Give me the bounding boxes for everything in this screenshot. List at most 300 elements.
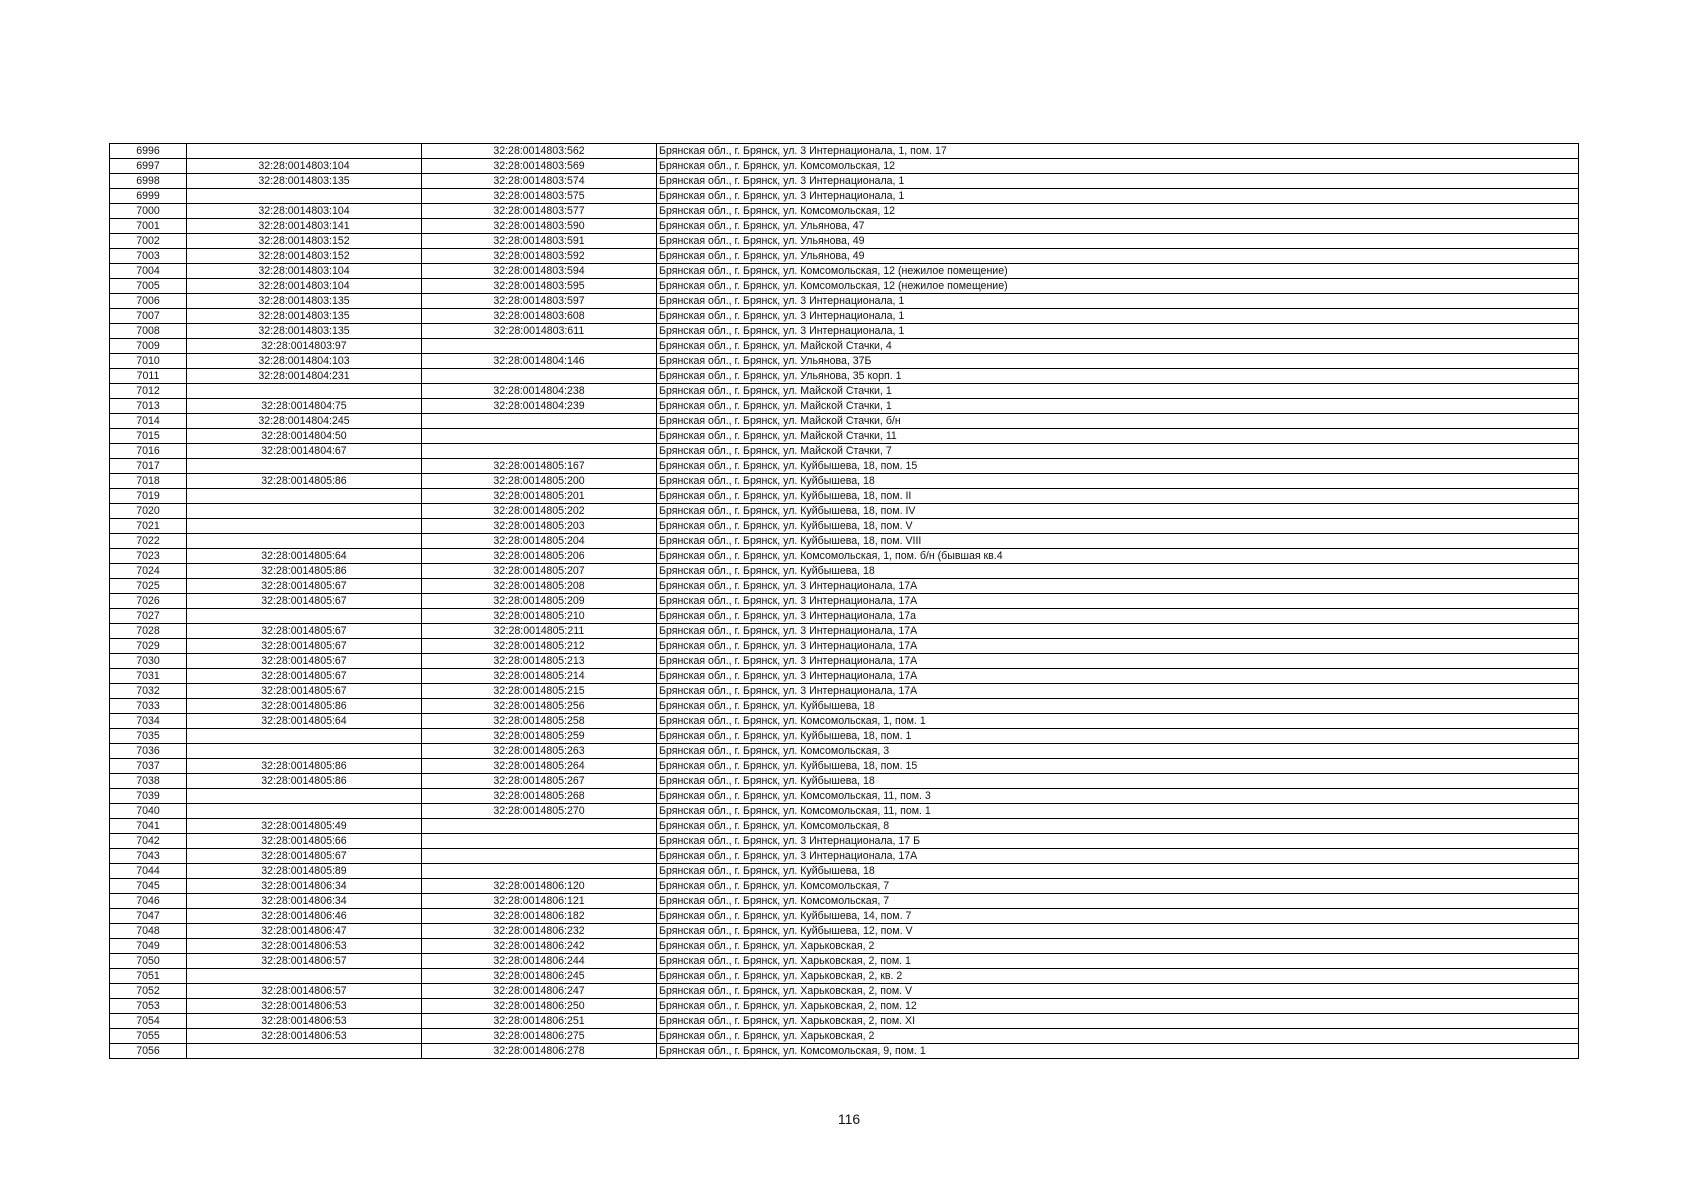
address-cell: Брянская обл., г. Брянск, ул. Комсомольская, 7 — [657, 879, 1579, 894]
old-cadastral-number-cell: 32:28:0014803:135 — [187, 324, 422, 339]
cadastral-number-cell: 32:28:0014805:167 — [422, 459, 657, 474]
row-number-cell: 7053 — [110, 999, 187, 1014]
row-number-cell: 7051 — [110, 969, 187, 984]
row-number-cell: 6999 — [110, 189, 187, 204]
old-cadastral-number-cell — [187, 489, 422, 504]
row-number-cell: 7029 — [110, 639, 187, 654]
row-number-cell: 7043 — [110, 849, 187, 864]
old-cadastral-number-cell: 32:28:0014803:104 — [187, 279, 422, 294]
row-number-cell: 7004 — [110, 264, 187, 279]
row-number-cell: 7044 — [110, 864, 187, 879]
old-cadastral-number-cell: 32:28:0014806:47 — [187, 924, 422, 939]
old-cadastral-number-cell — [187, 189, 422, 204]
address-cell: Брянская обл., г. Брянск, ул. 3 Интернационала, 17А — [657, 684, 1579, 699]
address-cell: Брянская обл., г. Брянск, ул. 3 Интернационала, 17А — [657, 639, 1579, 654]
row-number-cell: 7027 — [110, 609, 187, 624]
registry-table-body — [110, 144, 1579, 1059]
row-number-cell: 7034 — [110, 714, 187, 729]
address-cell: Брянская обл., г. Брянск, ул. Ульянова, 49 — [657, 249, 1579, 264]
table-row — [110, 1044, 1579, 1059]
old-cadastral-number-cell: 32:28:0014803:104 — [187, 159, 422, 174]
row-number-cell: 7050 — [110, 954, 187, 969]
cadastral-number-cell: 32:28:0014805:215 — [422, 684, 657, 699]
old-cadastral-number-cell — [187, 384, 422, 399]
cadastral-number-cell: 32:28:0014803:574 — [422, 174, 657, 189]
row-number-cell: 7000 — [110, 204, 187, 219]
address-cell: Брянская обл., г. Брянск, ул. 3 Интернационала, 1 — [657, 174, 1579, 189]
row-number-cell: 6998 — [110, 174, 187, 189]
address-cell: Брянская обл., г. Брянск, ул. 3 Интернационала, 1 — [657, 294, 1579, 309]
address-cell: Брянская обл., г. Брянск, ул. Куйбышева, 18 — [657, 864, 1579, 879]
table-row — [110, 399, 1579, 414]
address-cell: Брянская обл., г. Брянск, ул. 3 Интернационала, 1 — [657, 309, 1579, 324]
row-number-cell: 7007 — [110, 309, 187, 324]
old-cadastral-number-cell: 32:28:0014805:89 — [187, 864, 422, 879]
old-cadastral-number-cell — [187, 459, 422, 474]
address-cell: Брянская обл., г. Брянск, ул. Комсомольская, 3 — [657, 744, 1579, 759]
old-cadastral-number-cell: 32:28:0014803:135 — [187, 294, 422, 309]
address-cell: Брянская обл., г. Брянск, ул. Комсомольская, 9, пом. 1 — [657, 1044, 1579, 1059]
table-row — [110, 159, 1579, 174]
registry-table — [109, 143, 1579, 1059]
old-cadastral-number-cell: 32:28:0014804:103 — [187, 354, 422, 369]
table-row — [110, 294, 1579, 309]
table-row — [110, 549, 1579, 564]
address-cell: Брянская обл., г. Брянск, ул. 3 Интернационала, 1 — [657, 189, 1579, 204]
row-number-cell: 7022 — [110, 534, 187, 549]
address-cell: Брянская обл., г. Брянск, ул. Комсомольская, 11, пом. 1 — [657, 804, 1579, 819]
cadastral-number-cell: 32:28:0014803:611 — [422, 324, 657, 339]
old-cadastral-number-cell: 32:28:0014806:46 — [187, 909, 422, 924]
old-cadastral-number-cell: 32:28:0014805:67 — [187, 654, 422, 669]
cadastral-number-cell: 32:28:0014806:120 — [422, 879, 657, 894]
table-row — [110, 579, 1579, 594]
old-cadastral-number-cell: 32:28:0014804:231 — [187, 369, 422, 384]
row-number-cell: 7020 — [110, 504, 187, 519]
old-cadastral-number-cell: 32:28:0014803:135 — [187, 309, 422, 324]
table-row — [110, 939, 1579, 954]
address-cell: Брянская обл., г. Брянск, ул. 3 Интернационала, 1 — [657, 324, 1579, 339]
old-cadastral-number-cell — [187, 789, 422, 804]
cadastral-number-cell: 32:28:0014805:206 — [422, 549, 657, 564]
row-number-cell: 7021 — [110, 519, 187, 534]
table-row — [110, 954, 1579, 969]
cadastral-number-cell: 32:28:0014806:251 — [422, 1014, 657, 1029]
row-number-cell: 7002 — [110, 234, 187, 249]
address-cell: Брянская обл., г. Брянск, ул. 3 Интернационала, 17А — [657, 594, 1579, 609]
address-cell: Брянская обл., г. Брянск, ул. Харьковская, 2 — [657, 1029, 1579, 1044]
row-number-cell: 7041 — [110, 819, 187, 834]
address-cell: Брянская обл., г. Брянск, ул. Майской Стачки, 7 — [657, 444, 1579, 459]
table-row — [110, 249, 1579, 264]
cadastral-number-cell: 32:28:0014803:575 — [422, 189, 657, 204]
table-row — [110, 414, 1579, 429]
address-cell: Брянская обл., г. Брянск, ул. Харьковская, 2, кв. 2 — [657, 969, 1579, 984]
address-cell: Брянская обл., г. Брянск, ул. 3 Интернационала, 17А — [657, 669, 1579, 684]
address-cell: Брянская обл., г. Брянск, ул. Харьковская, 2 — [657, 939, 1579, 954]
cadastral-number-cell: 32:28:0014806:121 — [422, 894, 657, 909]
old-cadastral-number-cell: 32:28:0014805:67 — [187, 849, 422, 864]
row-number-cell: 6996 — [110, 144, 187, 159]
table-row — [110, 879, 1579, 894]
address-cell: Брянская обл., г. Брянск, ул. 3 Интернационала, 17 Б — [657, 834, 1579, 849]
cadastral-number-cell: 32:28:0014806:275 — [422, 1029, 657, 1044]
address-cell: Брянская обл., г. Брянск, ул. Куйбышева, 18, пом. V — [657, 519, 1579, 534]
old-cadastral-number-cell: 32:28:0014805:49 — [187, 819, 422, 834]
row-number-cell: 7012 — [110, 384, 187, 399]
old-cadastral-number-cell: 32:28:0014805:86 — [187, 699, 422, 714]
table-row — [110, 654, 1579, 669]
address-cell: Брянская обл., г. Брянск, ул. Ульянова, 37Б — [657, 354, 1579, 369]
cadastral-number-cell: 32:28:0014805:201 — [422, 489, 657, 504]
cadastral-number-cell: 32:28:0014805:200 — [422, 474, 657, 489]
old-cadastral-number-cell — [187, 609, 422, 624]
table-row — [110, 849, 1579, 864]
cadastral-number-cell: 32:28:0014805:208 — [422, 579, 657, 594]
table-row — [110, 189, 1579, 204]
cadastral-number-cell: 32:28:0014806:182 — [422, 909, 657, 924]
old-cadastral-number-cell: 32:28:0014803:104 — [187, 264, 422, 279]
address-cell: Брянская обл., г. Брянск, ул. 3 Интернационала, 1, пом. 17 — [657, 144, 1579, 159]
address-cell: Брянская обл., г. Брянск, ул. Куйбышева, 18 — [657, 474, 1579, 489]
table-row — [110, 564, 1579, 579]
old-cadastral-number-cell: 32:28:0014804:75 — [187, 399, 422, 414]
table-row — [110, 429, 1579, 444]
address-cell: Брянская обл., г. Брянск, ул. Харьковская, 2, пом. 1 — [657, 954, 1579, 969]
table-row — [110, 834, 1579, 849]
old-cadastral-number-cell — [187, 534, 422, 549]
row-number-cell: 7030 — [110, 654, 187, 669]
old-cadastral-number-cell: 32:28:0014806:57 — [187, 954, 422, 969]
old-cadastral-number-cell: 32:28:0014805:64 — [187, 549, 422, 564]
cadastral-number-cell: 32:28:0014806:242 — [422, 939, 657, 954]
table-row — [110, 504, 1579, 519]
address-cell: Брянская обл., г. Брянск, ул. Комсомольская, 12 — [657, 204, 1579, 219]
row-number-cell: 7016 — [110, 444, 187, 459]
old-cadastral-number-cell: 32:28:0014805:67 — [187, 594, 422, 609]
table-row — [110, 234, 1579, 249]
address-cell: Брянская обл., г. Брянск, ул. Комсомольская, 12 — [657, 159, 1579, 174]
row-number-cell: 7036 — [110, 744, 187, 759]
row-number-cell: 7040 — [110, 804, 187, 819]
old-cadastral-number-cell — [187, 744, 422, 759]
old-cadastral-number-cell: 32:28:0014804:50 — [187, 429, 422, 444]
table-row — [110, 864, 1579, 879]
cadastral-number-cell: 32:28:0014806:232 — [422, 924, 657, 939]
old-cadastral-number-cell — [187, 969, 422, 984]
row-number-cell: 7006 — [110, 294, 187, 309]
old-cadastral-number-cell: 32:28:0014806:53 — [187, 999, 422, 1014]
address-cell: Брянская обл., г. Брянск, ул. Майской Стачки, 11 — [657, 429, 1579, 444]
old-cadastral-number-cell: 32:28:0014805:64 — [187, 714, 422, 729]
row-number-cell: 7047 — [110, 909, 187, 924]
old-cadastral-number-cell: 32:28:0014803:97 — [187, 339, 422, 354]
cadastral-number-cell: 32:28:0014806:245 — [422, 969, 657, 984]
old-cadastral-number-cell: 32:28:0014805:67 — [187, 669, 422, 684]
table-row — [110, 594, 1579, 609]
old-cadastral-number-cell: 32:28:0014806:57 — [187, 984, 422, 999]
cadastral-number-cell: 32:28:0014803:594 — [422, 264, 657, 279]
table-row — [110, 369, 1579, 384]
old-cadastral-number-cell: 32:28:0014805:86 — [187, 759, 422, 774]
row-number-cell: 7038 — [110, 774, 187, 789]
table-row — [110, 699, 1579, 714]
address-cell: Брянская обл., г. Брянск, ул. Куйбышева, 18, пом. 15 — [657, 459, 1579, 474]
address-cell: Брянская обл., г. Брянск, ул. Куйбышева, 18, пом. VIII — [657, 534, 1579, 549]
table-row — [110, 729, 1579, 744]
cadastral-number-cell: 32:28:0014805:267 — [422, 774, 657, 789]
row-number-cell: 7015 — [110, 429, 187, 444]
cadastral-number-cell: 32:28:0014805:214 — [422, 669, 657, 684]
cadastral-number-cell: 32:28:0014805:213 — [422, 654, 657, 669]
table-row — [110, 804, 1579, 819]
row-number-cell: 7037 — [110, 759, 187, 774]
cadastral-number-cell — [422, 429, 657, 444]
old-cadastral-number-cell: 32:28:0014805:86 — [187, 564, 422, 579]
table-row — [110, 279, 1579, 294]
cadastral-number-cell — [422, 834, 657, 849]
cadastral-number-cell — [422, 819, 657, 834]
cadastral-number-cell: 32:28:0014804:239 — [422, 399, 657, 414]
address-cell: Брянская обл., г. Брянск, ул. Комсомольская, 8 — [657, 819, 1579, 834]
address-cell: Брянская обл., г. Брянск, ул. Комсомольская, 1, пом. 1 — [657, 714, 1579, 729]
cadastral-number-cell — [422, 864, 657, 879]
table-row — [110, 534, 1579, 549]
table-row — [110, 384, 1579, 399]
old-cadastral-number-cell: 32:28:0014803:152 — [187, 234, 422, 249]
address-cell: Брянская обл., г. Брянск, ул. Майской Стачки, 4 — [657, 339, 1579, 354]
old-cadastral-number-cell — [187, 729, 422, 744]
address-cell: Брянская обл., г. Брянск, ул. Комсомольская, 12 (нежилое помещение) — [657, 264, 1579, 279]
cadastral-number-cell: 32:28:0014805:211 — [422, 624, 657, 639]
row-number-cell: 7008 — [110, 324, 187, 339]
table-row — [110, 309, 1579, 324]
old-cadastral-number-cell: 32:28:0014804:67 — [187, 444, 422, 459]
old-cadastral-number-cell — [187, 504, 422, 519]
table-row — [110, 144, 1579, 159]
row-number-cell: 7045 — [110, 879, 187, 894]
cadastral-number-cell — [422, 444, 657, 459]
address-cell: Брянская обл., г. Брянск, ул. Куйбышева, 18 — [657, 774, 1579, 789]
address-cell: Брянская обл., г. Брянск, ул. Комсомольская, 11, пом. 3 — [657, 789, 1579, 804]
cadastral-number-cell: 32:28:0014805:210 — [422, 609, 657, 624]
old-cadastral-number-cell: 32:28:0014805:86 — [187, 774, 422, 789]
old-cadastral-number-cell: 32:28:0014805:67 — [187, 684, 422, 699]
address-cell: Брянская обл., г. Брянск, ул. 3 Интернационала, 17А — [657, 654, 1579, 669]
table-row — [110, 1014, 1579, 1029]
cadastral-number-cell: 32:28:0014805:202 — [422, 504, 657, 519]
old-cadastral-number-cell: 32:28:0014806:53 — [187, 1014, 422, 1029]
row-number-cell: 7052 — [110, 984, 187, 999]
cadastral-number-cell: 32:28:0014804:238 — [422, 384, 657, 399]
table-row — [110, 789, 1579, 804]
old-cadastral-number-cell: 32:28:0014806:34 — [187, 894, 422, 909]
row-number-cell: 7014 — [110, 414, 187, 429]
cadastral-number-cell: 32:28:0014805:268 — [422, 789, 657, 804]
cadastral-number-cell — [422, 849, 657, 864]
row-number-cell: 7011 — [110, 369, 187, 384]
address-cell: Брянская обл., г. Брянск, ул. Харьковская, 2, пом. XI — [657, 1014, 1579, 1029]
address-cell: Брянская обл., г. Брянск, ул. 3 Интернационала, 17а — [657, 609, 1579, 624]
cadastral-number-cell: 32:28:0014805:270 — [422, 804, 657, 819]
row-number-cell: 7019 — [110, 489, 187, 504]
table-row — [110, 354, 1579, 369]
address-cell: Брянская обл., г. Брянск, ул. Комсомольская, 7 — [657, 894, 1579, 909]
old-cadastral-number-cell: 32:28:0014805:66 — [187, 834, 422, 849]
row-number-cell: 7023 — [110, 549, 187, 564]
old-cadastral-number-cell: 32:28:0014805:67 — [187, 624, 422, 639]
old-cadastral-number-cell: 32:28:0014803:141 — [187, 219, 422, 234]
cadastral-number-cell: 32:28:0014805:203 — [422, 519, 657, 534]
table-row — [110, 909, 1579, 924]
address-cell: Брянская обл., г. Брянск, ул. Ульянова, 47 — [657, 219, 1579, 234]
cadastral-number-cell: 32:28:0014805:263 — [422, 744, 657, 759]
address-cell: Брянская обл., г. Брянск, ул. Ульянова, 49 — [657, 234, 1579, 249]
table-row — [110, 759, 1579, 774]
old-cadastral-number-cell: 32:28:0014805:67 — [187, 639, 422, 654]
table-row — [110, 1029, 1579, 1044]
cadastral-number-cell: 32:28:0014805:209 — [422, 594, 657, 609]
address-cell: Брянская обл., г. Брянск, ул. Куйбышева, 18, пом. 1 — [657, 729, 1579, 744]
address-cell: Брянская обл., г. Брянск, ул. Куйбышева, 14, пом. 7 — [657, 909, 1579, 924]
page-number: 116 — [837, 1111, 861, 1127]
address-cell: Брянская обл., г. Брянск, ул. Куйбышева, 18 — [657, 564, 1579, 579]
cadastral-number-cell: 32:28:0014803:597 — [422, 294, 657, 309]
row-number-cell: 7010 — [110, 354, 187, 369]
old-cadastral-number-cell — [187, 519, 422, 534]
table-row — [110, 984, 1579, 999]
cadastral-number-cell: 32:28:0014803:562 — [422, 144, 657, 159]
cadastral-number-cell: 32:28:0014803:591 — [422, 234, 657, 249]
address-cell: Брянская обл., г. Брянск, ул. Майской Стачки, 1 — [657, 399, 1579, 414]
table-row — [110, 669, 1579, 684]
cadastral-number-cell: 32:28:0014805:212 — [422, 639, 657, 654]
cadastral-number-cell: 32:28:0014803:595 — [422, 279, 657, 294]
row-number-cell: 7013 — [110, 399, 187, 414]
table-row — [110, 744, 1579, 759]
old-cadastral-number-cell: 32:28:0014805:86 — [187, 474, 422, 489]
address-cell: Брянская обл., г. Брянск, ул. 3 Интернационала, 17А — [657, 849, 1579, 864]
row-number-cell: 7026 — [110, 594, 187, 609]
old-cadastral-number-cell: 32:28:0014804:245 — [187, 414, 422, 429]
table-row — [110, 624, 1579, 639]
address-cell: Брянская обл., г. Брянск, ул. Комсомольская, 1, пом. б/н (бывшая кв.4 — [657, 549, 1579, 564]
table-row — [110, 609, 1579, 624]
row-number-cell: 7056 — [110, 1044, 187, 1059]
row-number-cell: 7017 — [110, 459, 187, 474]
table-row — [110, 474, 1579, 489]
row-number-cell: 7033 — [110, 699, 187, 714]
address-cell: Брянская обл., г. Брянск, ул. Ульянова, 35 корп. 1 — [657, 369, 1579, 384]
row-number-cell: 7032 — [110, 684, 187, 699]
cadastral-number-cell: 32:28:0014805:204 — [422, 534, 657, 549]
address-cell: Брянская обл., г. Брянск, ул. Куйбышева, 18, пом. 15 — [657, 759, 1579, 774]
row-number-cell: 7035 — [110, 729, 187, 744]
cadastral-number-cell: 32:28:0014806:244 — [422, 954, 657, 969]
old-cadastral-number-cell — [187, 144, 422, 159]
old-cadastral-number-cell: 32:28:0014803:135 — [187, 174, 422, 189]
table-row — [110, 204, 1579, 219]
row-number-cell: 7031 — [110, 669, 187, 684]
table-row — [110, 969, 1579, 984]
row-number-cell: 7049 — [110, 939, 187, 954]
table-row — [110, 459, 1579, 474]
cadastral-number-cell: 32:28:0014806:278 — [422, 1044, 657, 1059]
row-number-cell: 7048 — [110, 924, 187, 939]
address-cell: Брянская обл., г. Брянск, ул. Майской Стачки, б/н — [657, 414, 1579, 429]
old-cadastral-number-cell — [187, 1044, 422, 1059]
table-row — [110, 219, 1579, 234]
cadastral-number-cell: 32:28:0014803:608 — [422, 309, 657, 324]
table-row — [110, 489, 1579, 504]
row-number-cell: 7039 — [110, 789, 187, 804]
address-cell: Брянская обл., г. Брянск, ул. Куйбышева, 18, пом. II — [657, 489, 1579, 504]
row-number-cell: 7018 — [110, 474, 187, 489]
table-row — [110, 774, 1579, 789]
old-cadastral-number-cell: 32:28:0014806:53 — [187, 939, 422, 954]
old-cadastral-number-cell: 32:28:0014805:67 — [187, 579, 422, 594]
row-number-cell: 7046 — [110, 894, 187, 909]
old-cadastral-number-cell: 32:28:0014806:34 — [187, 879, 422, 894]
cadastral-number-cell: 32:28:0014803:569 — [422, 159, 657, 174]
row-number-cell: 7042 — [110, 834, 187, 849]
address-cell: Брянская обл., г. Брянск, ул. Куйбышева, 18, пом. IV — [657, 504, 1579, 519]
table-row — [110, 324, 1579, 339]
row-number-cell: 7009 — [110, 339, 187, 354]
old-cadastral-number-cell — [187, 804, 422, 819]
cadastral-number-cell — [422, 414, 657, 429]
table-row — [110, 264, 1579, 279]
row-number-cell: 7005 — [110, 279, 187, 294]
old-cadastral-number-cell: 32:28:0014803:152 — [187, 249, 422, 264]
table-row — [110, 894, 1579, 909]
cadastral-number-cell: 32:28:0014806:247 — [422, 984, 657, 999]
address-cell: Брянская обл., г. Брянск, ул. Комсомольская, 12 (нежилое помещение) — [657, 279, 1579, 294]
address-cell: Брянская обл., г. Брянск, ул. Харьковская, 2, пом. 12 — [657, 999, 1579, 1014]
cadastral-number-cell: 32:28:0014805:256 — [422, 699, 657, 714]
cadastral-number-cell — [422, 339, 657, 354]
cadastral-number-cell: 32:28:0014805:264 — [422, 759, 657, 774]
table-row — [110, 999, 1579, 1014]
row-number-cell: 7025 — [110, 579, 187, 594]
table-row — [110, 444, 1579, 459]
table-row — [110, 339, 1579, 354]
table-row — [110, 174, 1579, 189]
address-cell: Брянская обл., г. Брянск, ул. Куйбышева, 18 — [657, 699, 1579, 714]
table-row — [110, 819, 1579, 834]
cadastral-number-cell: 32:28:0014806:250 — [422, 999, 657, 1014]
old-cadastral-number-cell: 32:28:0014803:104 — [187, 204, 422, 219]
address-cell: Брянская обл., г. Брянск, ул. Куйбышева, 12, пом. V — [657, 924, 1579, 939]
row-number-cell: 7028 — [110, 624, 187, 639]
cadastral-number-cell: 32:28:0014803:577 — [422, 204, 657, 219]
row-number-cell: 6997 — [110, 159, 187, 174]
address-cell: Брянская обл., г. Брянск, ул. Майской Стачки, 1 — [657, 384, 1579, 399]
old-cadastral-number-cell: 32:28:0014806:53 — [187, 1029, 422, 1044]
cadastral-number-cell: 32:28:0014805:258 — [422, 714, 657, 729]
row-number-cell: 7054 — [110, 1014, 187, 1029]
row-number-cell: 7055 — [110, 1029, 187, 1044]
cadastral-number-cell: 32:28:0014805:207 — [422, 564, 657, 579]
address-cell: Брянская обл., г. Брянск, ул. 3 Интернационала, 17А — [657, 624, 1579, 639]
row-number-cell: 7003 — [110, 249, 187, 264]
table-row — [110, 519, 1579, 534]
table-row — [110, 639, 1579, 654]
table-row — [110, 684, 1579, 699]
row-number-cell: 7024 — [110, 564, 187, 579]
table-row — [110, 924, 1579, 939]
row-number-cell: 7001 — [110, 219, 187, 234]
